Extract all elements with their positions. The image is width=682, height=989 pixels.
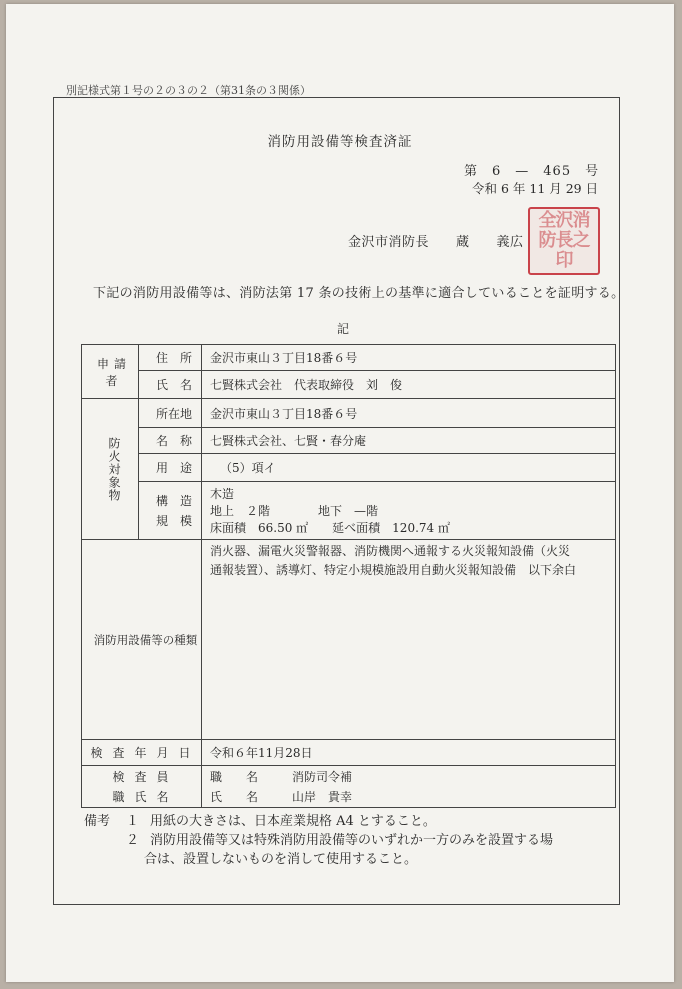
structure-label-line2: 規 模 [155, 513, 192, 528]
target-structure-value [202, 482, 616, 540]
document-paper [6, 4, 674, 982]
official-seal-stamp [528, 207, 600, 275]
note1-number: １ [126, 814, 140, 829]
equipment-kinds-label: 消防用設備等の種類 [82, 540, 202, 740]
applicant-name-label: 氏 名 [139, 371, 202, 399]
structure-line3: 床面積 66.50 ㎡ 延べ面積 120.74 ㎡ [210, 521, 450, 535]
structure-line1: 木造 [210, 487, 235, 501]
inspection-date-label: 検査年月日 [82, 740, 202, 766]
target-section-label: 防火対象物 [107, 436, 121, 502]
equipment-line1: 消火器、漏電火災警報器、消防機関へ通報する火災報知設備（火災 [210, 544, 571, 558]
position-label: 職 名 [210, 769, 259, 784]
target-location-label: 所在地 [139, 399, 202, 428]
structure-line2: 地上 ２階 地下 —階 [210, 504, 379, 518]
inspector-label-cell [82, 766, 202, 808]
position-value: 消防司令補 [292, 769, 353, 784]
note2-text-line1: 消防用設備等又は特殊消防用設備等のいずれか一方のみを設置する場 [150, 833, 554, 848]
inspector-name-value: 山岸 貴幸 [292, 789, 353, 804]
ki-heading: 記 [337, 322, 350, 336]
seal-text: 全沢消防長之印 [538, 210, 590, 271]
target-use-label: 用 途 [139, 454, 202, 482]
structure-label-line1: 構 造 [155, 493, 192, 508]
certification-statement: 下記の消防用設備等は、消防法第 17 条の技術上の基準に適合していることを証明する。 [93, 286, 625, 301]
inspector-info-cell [202, 766, 616, 808]
inspector-sub-label: 職氏名 [112, 789, 179, 804]
inspector-name-label: 氏 名 [210, 789, 259, 804]
target-use-value [202, 454, 616, 482]
equipment-kinds-value [202, 540, 616, 740]
document-title: 消防用設備等検査済証 [267, 134, 413, 150]
applicant-name-value: 七賢株式会社 代表取締役 刘 俊 [202, 371, 616, 399]
target-section-cell [82, 399, 139, 540]
target-location-value: 金沢市東山３丁目18番６号 [202, 399, 616, 428]
target-title-label: 名 称 [139, 428, 202, 454]
notes-label: 備考 [84, 814, 111, 829]
inspection-date-value: 令和６年11月28日 [202, 740, 616, 766]
inspection-details-table [81, 344, 616, 808]
issuer-name: 金沢市消防長 蔵 義広 [348, 235, 524, 250]
target-structure-label [139, 482, 202, 540]
note2-text-line2: 合は、設置しないものを消して使用すること。 [144, 852, 418, 867]
inspector-label: 検査員 [112, 769, 179, 784]
note1-text: 用紙の大きさは、日本産業規格 A4 とすること。 [150, 814, 436, 829]
applicant-address-label: 住 所 [139, 345, 202, 371]
form-number-label: 別記様式第１号の２の３の２（第31条の３関係） [66, 84, 311, 97]
equipment-line2: 通報装置）、誘導灯、特定小規模施設用自動火災報知設備 以下余白 [210, 563, 577, 577]
issue-date: 令和 6 年 11 月 29 日 [472, 181, 599, 196]
document-number: 第 6 — 465 号 [464, 164, 600, 179]
applicant-address-value: 金沢市東山３丁目18番６号 [202, 345, 616, 371]
target-use-text: （5）項イ [220, 461, 276, 475]
notes-section [84, 812, 624, 869]
note2-number: ２ [126, 833, 140, 848]
target-title-value: 七賢株式会社、七賢・春分庵 [202, 428, 616, 454]
applicant-section-label: 申請者 [82, 345, 139, 399]
